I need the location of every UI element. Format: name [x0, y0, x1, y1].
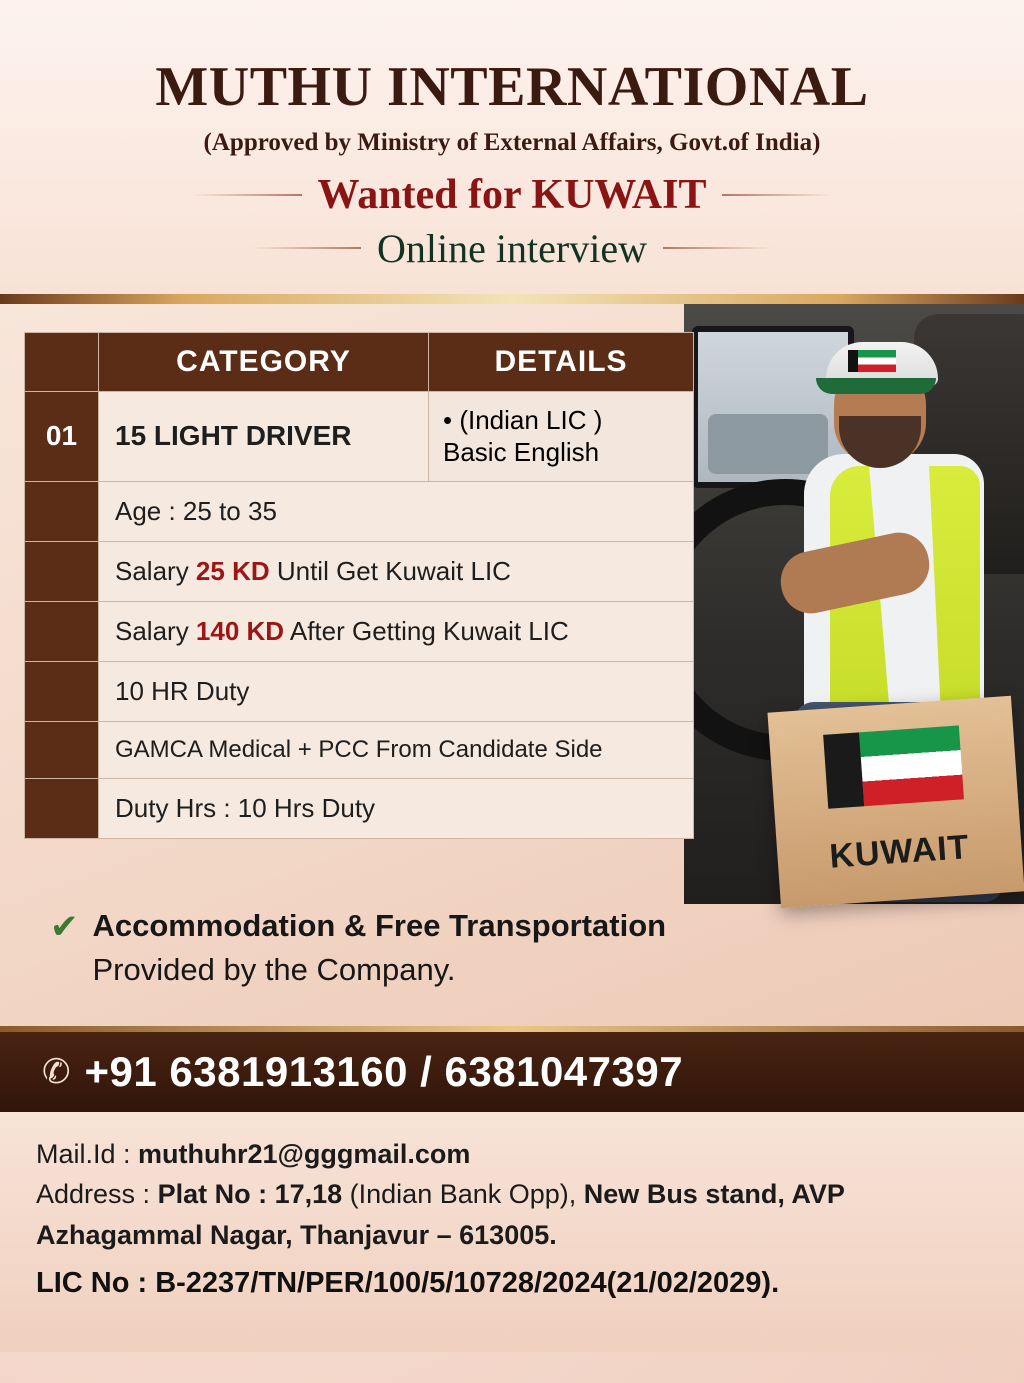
- contact-phone-bar[interactable]: [0, 1032, 1024, 1112]
- address-line-2: Azhagammal Nagar, Thanjavur – 613005.: [36, 1219, 557, 1250]
- info-row: [99, 601, 694, 661]
- table-row: [25, 601, 694, 661]
- table-row: [25, 661, 694, 721]
- kuwait-flag-icon: [848, 350, 896, 372]
- column-header-details: DETAILS: [429, 332, 694, 391]
- interview-row: [30, 225, 994, 272]
- info-row: [99, 661, 694, 721]
- table-header-row: [25, 332, 694, 391]
- info-row: [99, 541, 694, 601]
- benefits-line-2: Provided by the Company.: [92, 951, 456, 987]
- details-value: [429, 391, 694, 481]
- table-corner-cell: [25, 332, 99, 391]
- info-row: [99, 481, 694, 541]
- row-index-blank: [25, 481, 99, 541]
- wanted-row: [30, 171, 994, 219]
- benefits-text: [93, 904, 667, 992]
- table-row: [25, 541, 694, 601]
- license-number: LIC No : B-2237/TN/PER/100/5/10728/2024(21/02/2029).: [36, 1267, 780, 1300]
- address-normal-1: (Indian Bank Opp),: [342, 1179, 584, 1210]
- info-highlight: 25 KD: [195, 555, 270, 586]
- approval-line: (Approved by Ministry of External Affairs, Govt.of India): [203, 128, 821, 156]
- rule-left: [192, 194, 302, 196]
- row-index-blank: [25, 721, 99, 778]
- table-row: [25, 721, 694, 778]
- row-index-blank: [25, 778, 99, 838]
- interview-title: Online interview: [377, 225, 647, 271]
- row-index-blank: [25, 601, 99, 661]
- email-line: [36, 1134, 988, 1175]
- phone-icon: ✆: [42, 1052, 71, 1091]
- info-text-before: Salary: [115, 555, 196, 586]
- details-line-1: • (Indian LIC ): [443, 404, 603, 435]
- info-row: [99, 721, 694, 778]
- email-label: Mail.Id :: [36, 1138, 131, 1169]
- info-text-before: Salary: [115, 615, 196, 646]
- gold-divider-top: [0, 294, 1024, 304]
- table: [24, 332, 694, 839]
- row-index: 01: [25, 391, 99, 481]
- benefits-line-1: Accommodation & Free Transportation: [92, 907, 667, 943]
- details-line-2: Basic English: [443, 437, 600, 468]
- info-text-before: 10 HR Duty: [115, 675, 250, 706]
- info-text-after: Until Get Kuwait LIC: [269, 555, 511, 586]
- table-row: [25, 481, 694, 541]
- email-value[interactable]: muthuhr21@gggmail.com: [138, 1138, 471, 1169]
- check-icon: ✔: [50, 907, 79, 946]
- phone-number[interactable]: +91 6381913160 / 6381047397: [84, 1047, 684, 1095]
- info-highlight: 140 KD: [195, 615, 285, 646]
- rule-right: [722, 194, 832, 196]
- address-bold-1: Plat No : 17,18: [157, 1179, 343, 1210]
- poster-body: [0, 304, 1024, 1026]
- box-label: KUWAIT: [828, 827, 971, 876]
- info-row: [99, 778, 694, 838]
- table-row: [25, 391, 694, 481]
- table-row: [25, 778, 694, 838]
- delivery-box: [767, 696, 1024, 909]
- wanted-title: Wanted for KUWAIT: [317, 171, 707, 218]
- poster-header: [0, 0, 1024, 294]
- row-index-blank: [25, 541, 99, 601]
- info-text-before: Duty Hrs : 10 Hrs Duty: [115, 792, 376, 823]
- row-index-blank: [25, 661, 99, 721]
- info-text-before: GAMCA Medical + PCC From Candidate Side: [115, 735, 603, 763]
- kuwait-flag-box-icon: [823, 725, 964, 808]
- rule-left-2: [251, 247, 361, 249]
- benefits-block: [50, 904, 750, 992]
- address-line-1: [36, 1174, 988, 1215]
- category-value: 15 LIGHT DRIVER: [99, 391, 429, 481]
- rule-right-2: [663, 247, 773, 249]
- info-text-before: Age : 25 to 35: [115, 495, 277, 526]
- column-header-category: CATEGORY: [99, 332, 429, 391]
- job-details-table: [24, 332, 694, 839]
- address-label: Address :: [36, 1179, 151, 1210]
- address-bold-2: New Bus stand, AVP: [583, 1179, 845, 1210]
- poster-footer: [0, 1112, 1024, 1352]
- info-text-after: After Getting Kuwait LIC: [284, 615, 569, 646]
- company-name: MUTHU INTERNATIONAL: [155, 56, 869, 118]
- cap-brim: [816, 378, 936, 394]
